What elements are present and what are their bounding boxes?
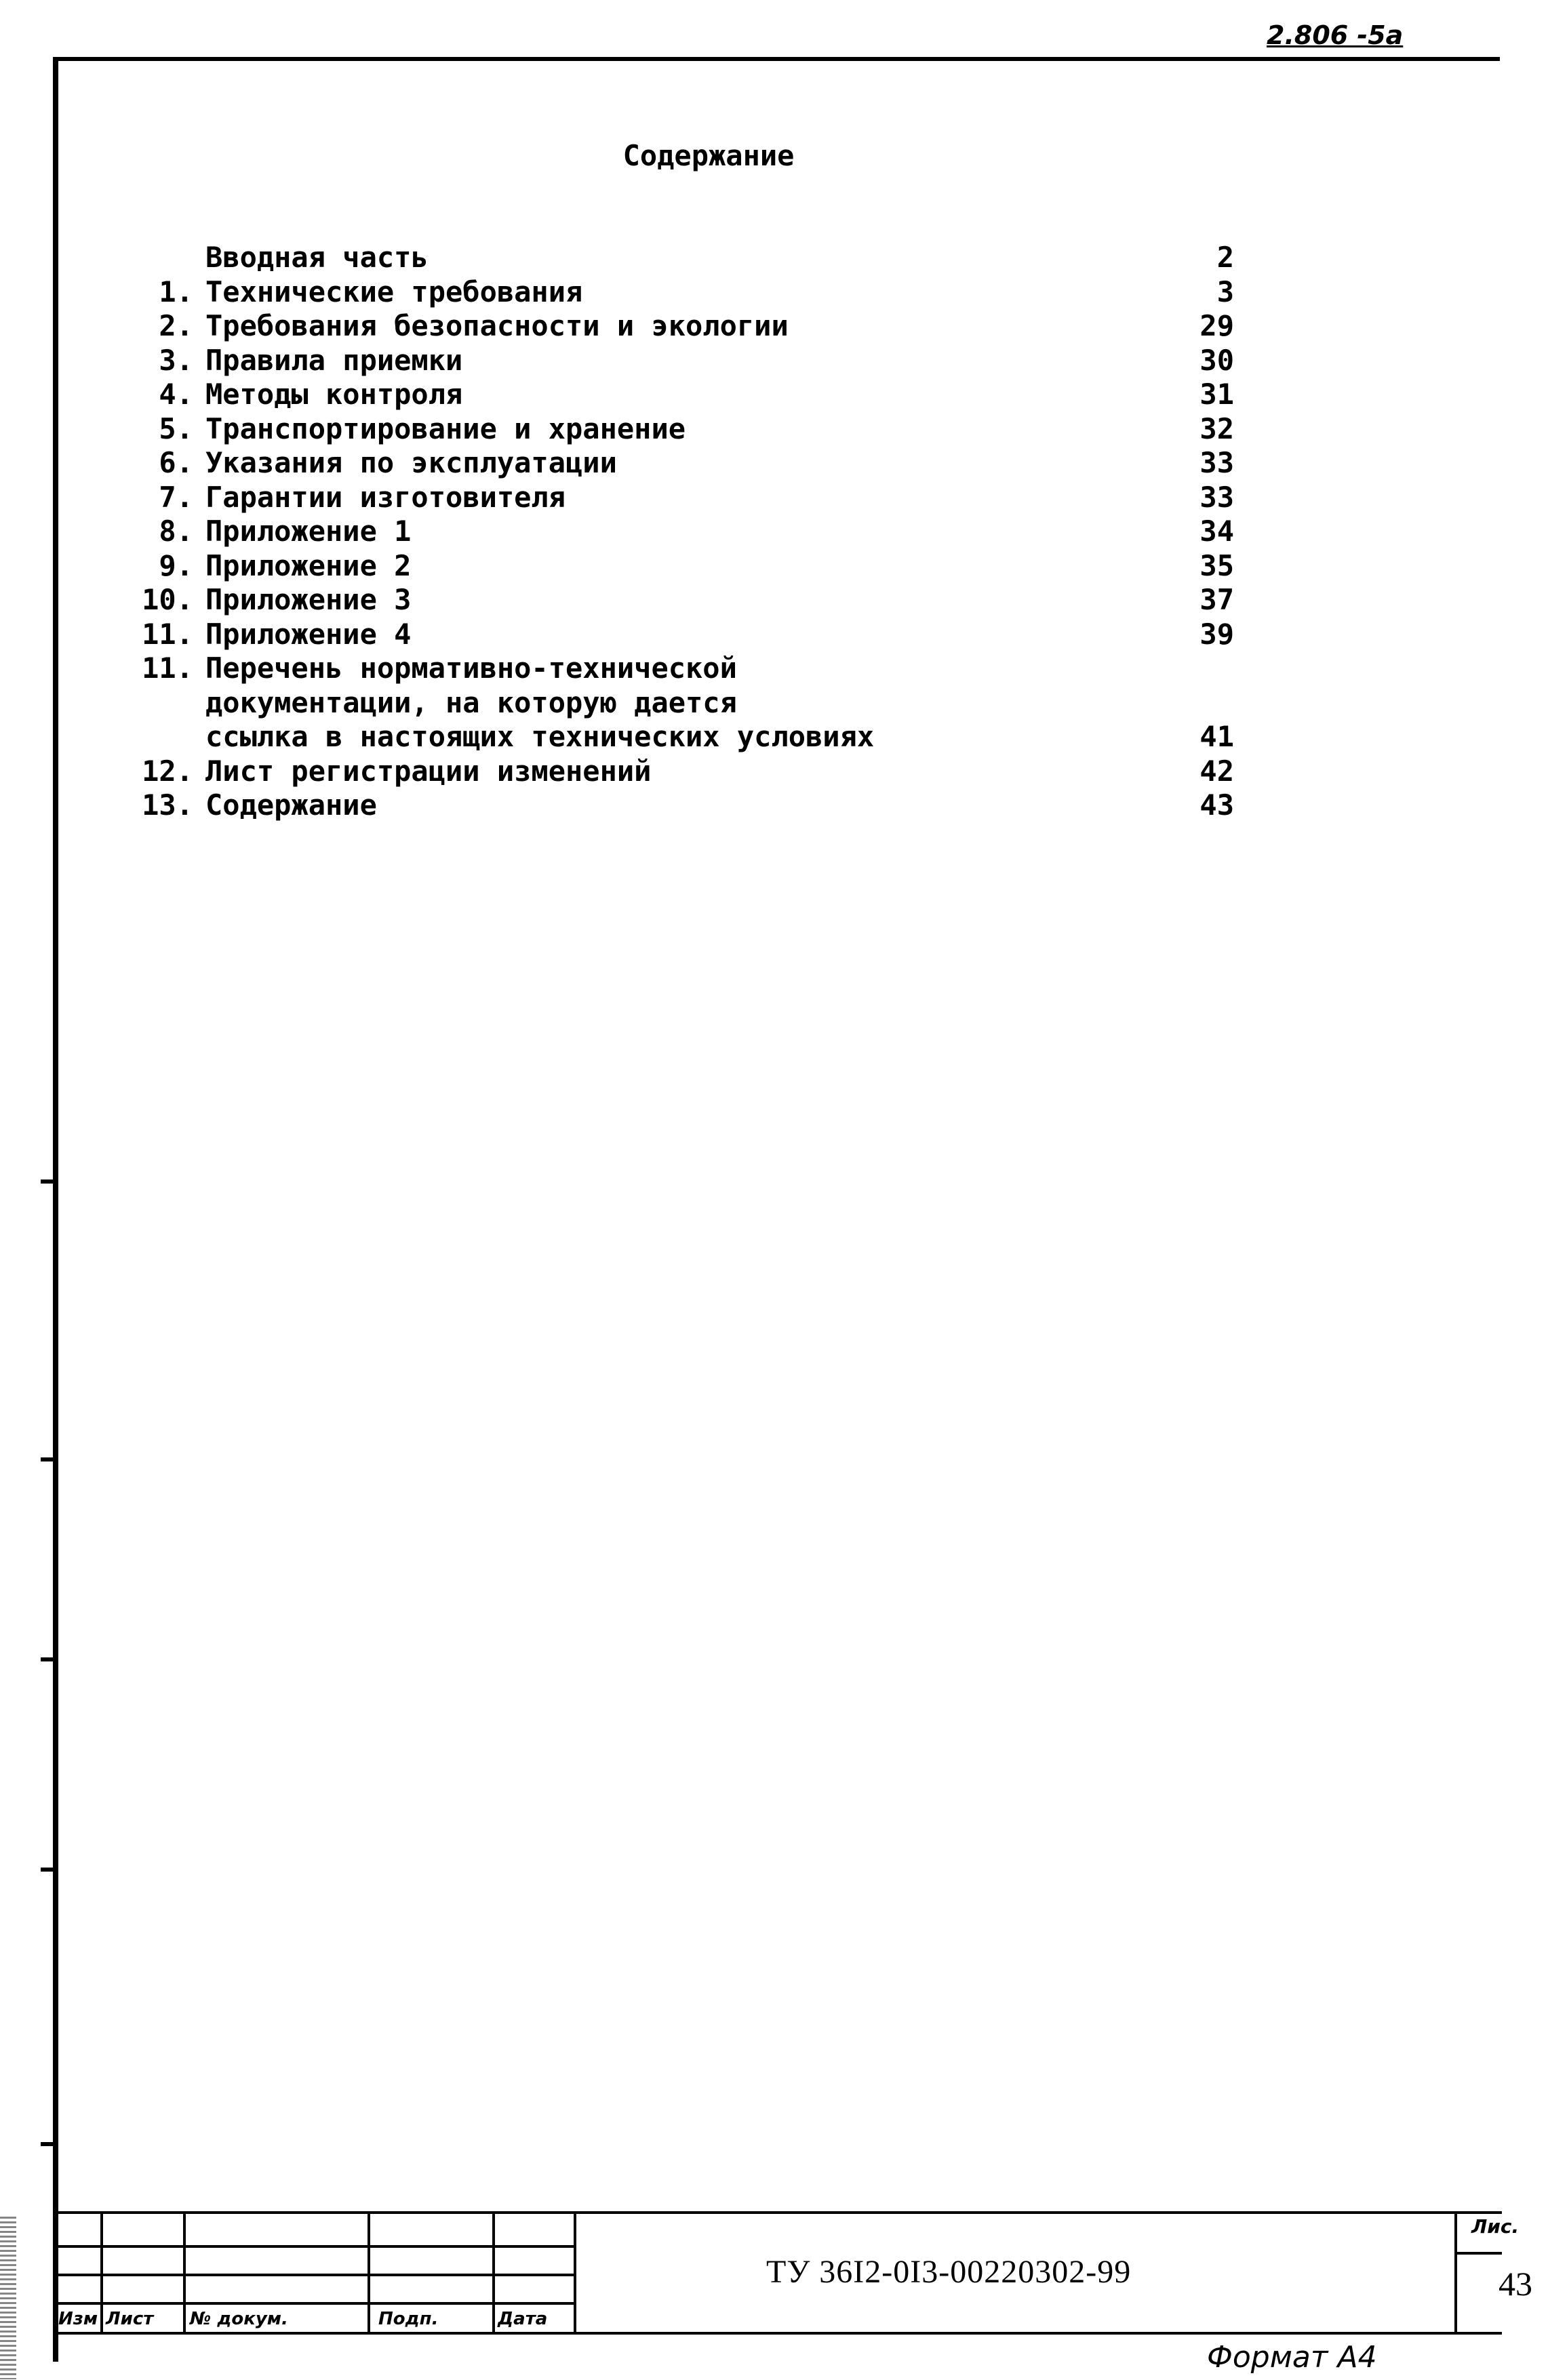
toc-row bbox=[122, 618, 1234, 652]
toc-number: 10. bbox=[142, 583, 193, 616]
binding-tick bbox=[41, 2142, 58, 2146]
frame-left-border bbox=[53, 57, 58, 2362]
toc-number: 8. bbox=[159, 515, 193, 548]
binding-tick bbox=[41, 1179, 58, 1184]
binding-tick bbox=[41, 1657, 58, 1661]
toc-row bbox=[122, 549, 1234, 584]
toc-number: 1. bbox=[159, 275, 193, 308]
toc-number: 6. bbox=[159, 446, 193, 479]
stamp-line bbox=[574, 2211, 576, 2335]
toc-page: 37 bbox=[1199, 583, 1234, 616]
stamp-line bbox=[576, 2211, 1502, 2214]
toc-page: 42 bbox=[1199, 754, 1234, 788]
toc-row bbox=[122, 686, 1234, 721]
binding-tick bbox=[41, 1868, 58, 1872]
toc-page: 2 bbox=[1216, 241, 1234, 274]
toc-text: Лист регистрации изменений bbox=[205, 754, 652, 788]
stamp-line bbox=[368, 2211, 370, 2335]
table-of-contents bbox=[122, 241, 1234, 823]
binding-tick bbox=[41, 1457, 58, 1461]
toc-text: Приложение 3 bbox=[205, 583, 412, 616]
stamp-line bbox=[1454, 2252, 1502, 2255]
stamp-label-sheet: Лист bbox=[106, 2309, 154, 2329]
stamp-label-signature: Подп. bbox=[378, 2309, 439, 2329]
toc-row bbox=[122, 241, 1234, 275]
toc-text: Содержание bbox=[205, 788, 377, 822]
stamp-line bbox=[54, 2274, 576, 2276]
toc-page: 43 bbox=[1199, 788, 1234, 822]
stamp-label-doc-number: № докум. bbox=[190, 2309, 288, 2329]
stamp-line bbox=[492, 2211, 495, 2335]
frame-top-border bbox=[56, 57, 1500, 61]
toc-number: 13. bbox=[142, 788, 193, 822]
toc-page: 29 bbox=[1199, 309, 1234, 342]
toc-number: 11. bbox=[142, 617, 193, 651]
toc-page: 39 bbox=[1199, 617, 1234, 651]
toc-page: 33 bbox=[1199, 480, 1234, 514]
toc-text: Указания по эксплуатации bbox=[205, 446, 617, 479]
sheet-number: 43 bbox=[1499, 2265, 1532, 2303]
toc-page: 34 bbox=[1199, 515, 1234, 548]
toc-text: Транспортирование и хранение bbox=[205, 411, 686, 445]
stamp-line bbox=[183, 2211, 186, 2335]
toc-row bbox=[122, 651, 1234, 686]
toc-number: 11. bbox=[142, 651, 193, 685]
toc-text: Вводная часть bbox=[205, 241, 429, 274]
title-block bbox=[54, 2211, 1532, 2335]
toc-text: ссылка в настоящих технических условиях bbox=[205, 720, 875, 753]
toc-text: документации, на которую дается bbox=[205, 685, 737, 719]
toc-number: 2. bbox=[159, 309, 193, 342]
toc-row bbox=[122, 720, 1234, 754]
toc-row bbox=[122, 378, 1234, 412]
document-designation: ТУ 36I2-0I3-00220302-99 bbox=[766, 2254, 1132, 2290]
stamp-line bbox=[54, 2332, 1502, 2335]
toc-page: 35 bbox=[1199, 548, 1234, 582]
toc-text: Правила приемки bbox=[205, 343, 463, 377]
toc-row bbox=[122, 788, 1234, 823]
toc-number: 7. bbox=[159, 480, 193, 514]
stamp-label-change: Изм bbox=[58, 2309, 98, 2329]
toc-row bbox=[122, 344, 1234, 378]
toc-text: Технические требования bbox=[205, 275, 583, 308]
page-title: Содержание bbox=[622, 139, 795, 172]
toc-text: Гарантии изготовителя bbox=[205, 480, 566, 514]
toc-row bbox=[122, 309, 1234, 344]
stamp-label-date: Дата bbox=[498, 2309, 548, 2329]
stamp-line bbox=[54, 2211, 576, 2214]
stamp-line bbox=[54, 2245, 576, 2248]
toc-row bbox=[122, 412, 1234, 447]
toc-page: 3 bbox=[1216, 275, 1234, 308]
toc-number: 12. bbox=[142, 754, 193, 788]
toc-text: Приложение 4 bbox=[205, 617, 412, 651]
toc-row bbox=[122, 583, 1234, 618]
toc-row bbox=[122, 754, 1234, 789]
stamp-line bbox=[1454, 2211, 1457, 2335]
stamp-line bbox=[100, 2211, 103, 2335]
paper-format: Формат А4 bbox=[1207, 2340, 1377, 2375]
toc-number: 3. bbox=[159, 343, 193, 377]
toc-row bbox=[122, 275, 1234, 310]
sheet-label: Лис. bbox=[1471, 2215, 1520, 2238]
toc-number: 4. bbox=[159, 378, 193, 411]
toc-number: 5. bbox=[159, 411, 193, 445]
toc-text: Приложение 2 bbox=[205, 548, 412, 582]
document-code: 2.806 -5а bbox=[1267, 20, 1404, 50]
toc-text: Методы контроля bbox=[205, 378, 463, 411]
toc-number: 9. bbox=[159, 548, 193, 582]
toc-page: 33 bbox=[1199, 446, 1234, 479]
toc-page: 41 bbox=[1199, 720, 1234, 753]
toc-page: 32 bbox=[1199, 411, 1234, 445]
toc-page: 30 bbox=[1199, 343, 1234, 377]
toc-page: 31 bbox=[1199, 378, 1234, 411]
toc-text: Приложение 1 bbox=[205, 515, 412, 548]
scan-edge-noise bbox=[0, 2217, 16, 2379]
toc-row bbox=[122, 515, 1234, 549]
toc-text: Перечень нормативно-технической bbox=[205, 651, 737, 685]
toc-row bbox=[122, 446, 1234, 481]
toc-row bbox=[122, 481, 1234, 515]
toc-text: Требования безопасности и экологии bbox=[205, 309, 789, 342]
stamp-line bbox=[54, 2302, 576, 2305]
